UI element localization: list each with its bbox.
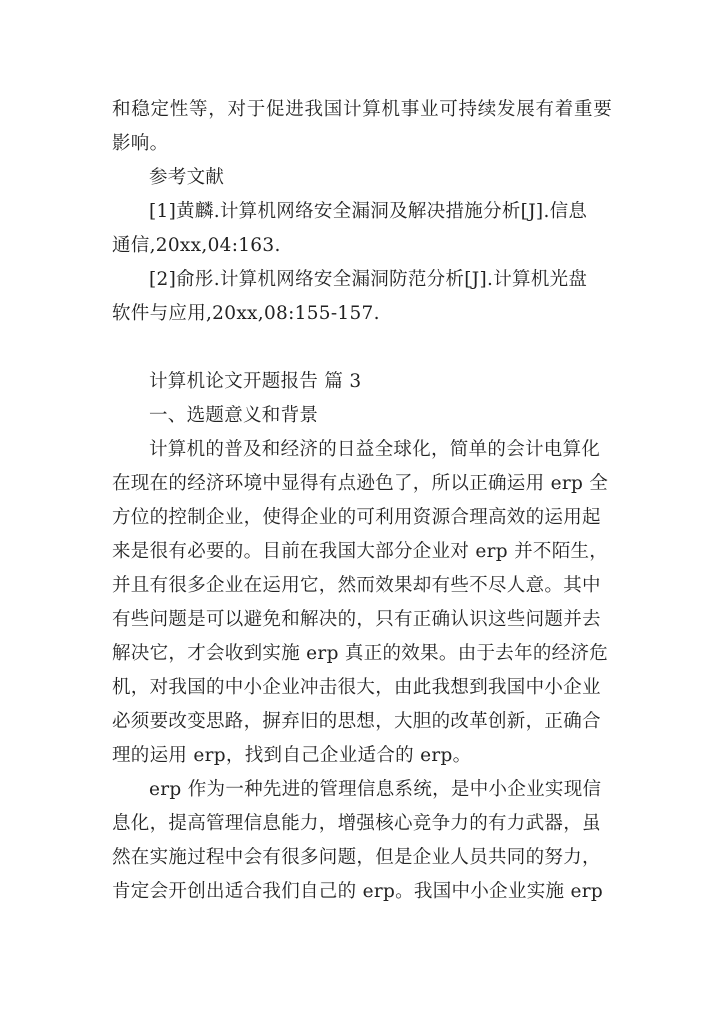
- paragraph-line: 必须要改变思路，摒弃旧的思想，大胆的改革创新，正确合: [112, 711, 601, 732]
- paragraph-line: 息化，提高管理信息能力，增强核心竞争力的有力武器，虽: [112, 813, 601, 834]
- document-page: [112, 93, 612, 909]
- paragraph-line: 方位的控制企业，使得企业的可利用资源合理高效的运用起: [112, 507, 601, 528]
- reference-2-line-1: [2]俞彤.计算机网络安全漏洞防范分析[J].计算机光盘: [149, 269, 588, 290]
- paragraph-line: 计算机的普及和经济的日益全球化，简单的会计电算化: [149, 439, 601, 460]
- blank-line: [112, 331, 612, 365]
- paragraph-line: 来是很有必要的。目前在我国大部分企业对 erp 并不陌生，: [112, 541, 609, 562]
- paragraph-line: 然在实施过程中会有很多问题，但是企业人员共同的努力，: [112, 847, 601, 868]
- paragraph-line: erp 作为一种先进的管理信息系统，是中小企业实现信: [149, 779, 602, 800]
- paragraph-line: 并且有很多企业在运用它，然而效果却有些不尽人意。其中: [112, 575, 601, 596]
- paragraph-line: 和稳定性等，对于促进我国计算机事业可持续发展有着重要: [112, 99, 612, 120]
- reference-2-line-2: 软件与应用,20xx,08:155-157.: [112, 303, 380, 324]
- paragraph-line: 理的运用 erp，找到自己企业适合的 erp。: [112, 745, 472, 766]
- section-title: 计算机论文开题报告 篇 3: [149, 371, 362, 392]
- paragraph-line: 解决它，才会收到实施 erp 真正的效果。由于去年的经济危: [112, 643, 609, 664]
- references-heading: 参考文献: [149, 167, 225, 188]
- paragraph-line: 肯定会开创出适合我们自己的 erp。我国中小企业实施 erp: [112, 881, 604, 902]
- paragraph-line: 有些问题是可以避免和解决的，只有正确认识这些问题并去: [112, 609, 601, 630]
- reference-1-line-1: [1]黄麟.计算机网络安全漏洞及解决措施分析[J].信息: [149, 201, 588, 222]
- reference-1-line-2: 通信,20xx,04:163.: [112, 235, 281, 256]
- section-heading: 一、选题意义和背景: [149, 405, 319, 426]
- paragraph-line: 影响。: [112, 133, 169, 154]
- paragraph-line: 在现在的经济环境中显得有点逊色了，所以正确运用 erp 全: [112, 473, 609, 494]
- paragraph-line: 机，对我国的中小企业冲击很大，由此我想到我国中小企业: [112, 677, 601, 698]
